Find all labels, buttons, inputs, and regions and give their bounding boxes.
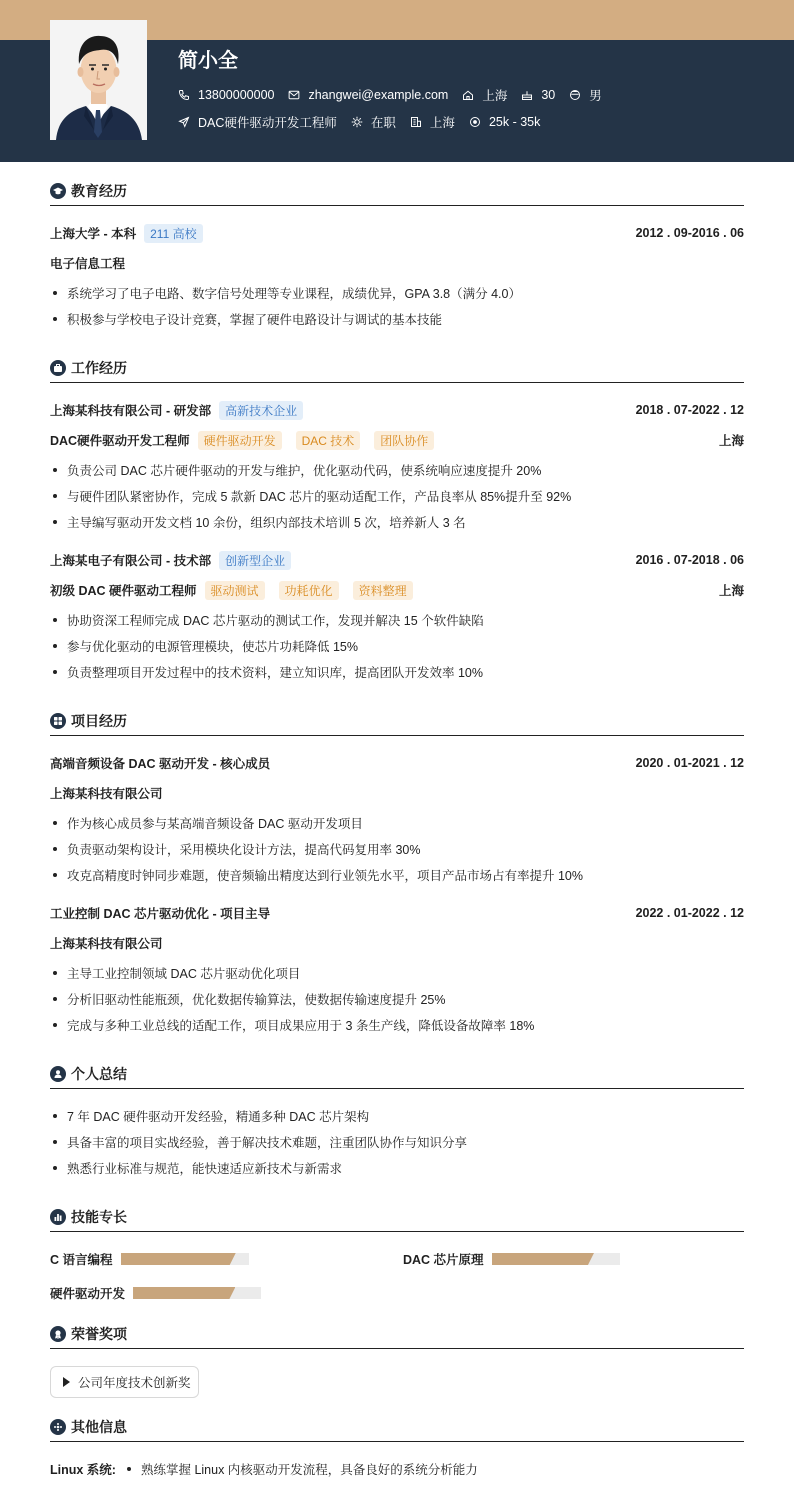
project-company-row xyxy=(50,784,744,802)
coin-icon xyxy=(469,116,481,128)
project-bullet: 分析旧驱动性能瓶颈，优化数据传输算法，使数据传输速度提升 25% xyxy=(50,990,446,1008)
work-header-row xyxy=(50,401,744,419)
education-bullet: 系统学习了电子电路、数字信号处理等专业课程，成绩优异，GPA 3.8（满分 4.0） xyxy=(50,284,521,302)
work-header-row xyxy=(50,551,744,569)
other-section xyxy=(50,1416,744,1477)
company-name: 上海某电子有限公司 - 技术部 xyxy=(50,554,212,568)
job-title: DAC硬件驱动开发工程师 xyxy=(50,434,190,448)
skill-level-fill xyxy=(492,1253,594,1265)
job-intent-row xyxy=(178,113,554,131)
education-date: 2012 . 09-2016 . 06 xyxy=(635,226,744,240)
phone-text: 13800000000 xyxy=(198,88,275,102)
work-bullet: 负责公司 DAC 芯片硬件驱动的开发与维护，优化驱动代码，使系统响应速度提升 20% xyxy=(50,461,541,479)
summary-heading xyxy=(50,1063,744,1085)
email-text: zhangwei@example.com xyxy=(308,88,449,102)
project-bullet: 负责驱动架构设计，采用模块化设计方法，提高代码复用率 30% xyxy=(50,840,421,858)
other-info-row xyxy=(50,1460,744,1478)
status-text: 在职 xyxy=(370,116,396,130)
expand-triangle-icon xyxy=(63,1377,70,1387)
other-title: 其他信息 xyxy=(71,1419,127,1435)
work-title: 工作经历 xyxy=(71,360,127,376)
hometown-item xyxy=(462,86,507,104)
skill-tag: 资料整理 xyxy=(353,581,413,600)
work-bullet: 协助资深工程师完成 DAC 芯片驱动的测试工作，发现并解决 15 个软件缺陷 xyxy=(50,611,484,629)
summary-bullet: 7 年 DAC 硬件驱动开发经验，精通多种 DAC 芯片架构 xyxy=(50,1107,369,1125)
more-icon xyxy=(50,1419,66,1435)
hometown-text: 上海 xyxy=(482,89,508,103)
target-city-item xyxy=(410,113,455,131)
school-name: 上海大学 - 本科 xyxy=(50,227,137,241)
projects-heading xyxy=(50,710,744,732)
work-section xyxy=(50,357,744,680)
award-name: 公司年度技术创新奖 xyxy=(78,1376,191,1390)
other-divider xyxy=(50,1441,744,1442)
projects-section xyxy=(50,710,744,1033)
project-title: 高端音频设备 DAC 驱动开发 - 核心成员 xyxy=(50,757,271,771)
work-city: 上海 xyxy=(718,434,744,448)
status-item xyxy=(351,113,396,131)
project-bullet: 完成与多种工业总线的适配工作，项目成果应用于 3 条生产线，降低设备故障率 18% xyxy=(50,1016,534,1034)
work-role-row xyxy=(50,581,744,599)
company-tag: 创新型企业 xyxy=(219,551,291,570)
education-heading xyxy=(50,180,744,202)
age-text: 30 xyxy=(541,88,556,102)
company-name: 上海某科技有限公司 - 研发部 xyxy=(50,404,212,418)
age-item xyxy=(521,88,555,102)
grid-icon xyxy=(50,713,66,729)
gender-text: 男 xyxy=(589,89,602,103)
summary-bullet: 具备丰富的项目实战经验，善于解决技术难题，注重团队协作与知识分享 xyxy=(50,1133,467,1151)
summary-bullet: 熟悉行业标准与规范，能快速适应新技术与新需求 xyxy=(50,1159,342,1177)
building-icon xyxy=(410,116,422,128)
major-row xyxy=(50,254,744,272)
send-icon xyxy=(178,116,190,128)
education-section xyxy=(50,180,744,327)
graduation-cap-icon xyxy=(50,183,66,199)
work-heading xyxy=(50,357,744,379)
other-info-value: 熟练掌握 Linux 内核驱动开发流程，具备良好的系统分析能力 xyxy=(124,1460,478,1478)
work-bullet: 主导编写驱动开发文档 10 余份，组织内部技术培训 5 次，培养新人 3 名 xyxy=(50,513,466,531)
contact-row xyxy=(178,86,616,104)
project-bullet: 作为核心成员参与某高端音频设备 DAC 驱动开发项目 xyxy=(50,814,363,832)
project-bullet: 主导工业控制领域 DAC 芯片驱动优化项目 xyxy=(50,964,300,982)
awards-heading xyxy=(50,1323,744,1345)
project-header-row xyxy=(50,754,744,772)
profile-photo xyxy=(50,20,147,140)
skill-tag: 功耗优化 xyxy=(279,581,339,600)
education-header-row xyxy=(50,224,744,242)
project-title: 工业控制 DAC 芯片驱动优化 - 项目主导 xyxy=(50,907,271,921)
skill-name: C 语言编程 xyxy=(50,1253,113,1267)
cake-icon xyxy=(521,89,533,101)
job-title: 初级 DAC 硬件驱动工程师 xyxy=(50,584,197,598)
award-icon xyxy=(50,1326,66,1342)
salary-text: 25k - 35k xyxy=(488,115,541,129)
user-icon xyxy=(50,1066,66,1082)
home-icon xyxy=(462,89,474,101)
candidate-name: 简小全 xyxy=(178,50,238,72)
skills-heading xyxy=(50,1206,744,1228)
education-divider xyxy=(50,205,744,206)
education-title: 教育经历 xyxy=(71,183,127,199)
education-bullet: 积极参与学校电子设计竞赛，掌握了硬件电路设计与调试的基本技能 xyxy=(50,310,442,328)
phone-icon xyxy=(178,89,190,101)
skill-level-fill xyxy=(133,1287,235,1299)
gender-icon xyxy=(569,89,581,101)
award-item[interactable] xyxy=(50,1366,199,1398)
skill-tag: 硬件驱动开发 xyxy=(198,431,282,450)
projects-title: 项目经历 xyxy=(71,713,127,729)
email-item xyxy=(288,88,448,102)
avatar-portrait xyxy=(50,20,147,140)
bar-chart-icon xyxy=(50,1209,66,1225)
project-company: 上海某科技有限公司 xyxy=(50,787,163,801)
work-bullet: 与硬件团队紧密协作，完成 5 款新 DAC 芯片的驱动适配工作，产品良率从 85%提升至 92% xyxy=(50,487,571,505)
project-date: 2020 . 01-2021 . 12 xyxy=(635,756,744,770)
company-tag: 高新技术企业 xyxy=(219,401,303,420)
skill-level-fill xyxy=(121,1253,236,1265)
work-date: 2016 . 07-2018 . 06 xyxy=(635,553,744,567)
skills-section xyxy=(50,1206,744,1301)
skills-title: 技能专长 xyxy=(71,1209,127,1225)
skill-tag: 团队协作 xyxy=(374,431,434,450)
work-bullet: 参与优化驱动的电源管理模块，使芯片功耗降低 15% xyxy=(50,637,358,655)
summary-title: 个人总结 xyxy=(71,1066,127,1082)
project-header-row xyxy=(50,904,744,922)
skill-tag: DAC 技术 xyxy=(296,431,361,450)
other-info-label: Linux 系统: xyxy=(50,1463,116,1477)
skill-tag: 驱动测试 xyxy=(205,581,265,600)
work-bullet: 负责整理项目开发过程中的技术资料，建立知识库，提高团队开发效率 10% xyxy=(50,663,483,681)
skill-level-bar xyxy=(492,1253,620,1265)
project-date: 2022 . 01-2022 . 12 xyxy=(635,906,744,920)
skills-divider xyxy=(50,1231,744,1232)
summary-section xyxy=(50,1063,744,1176)
awards-title: 荣誉奖项 xyxy=(71,1326,127,1342)
summary-divider xyxy=(50,1088,744,1089)
work-role-row xyxy=(50,431,744,449)
target-role-text: DAC硬件驱动开发工程师 xyxy=(198,116,337,130)
projects-divider xyxy=(50,735,744,736)
other-heading xyxy=(50,1416,744,1438)
skill-item xyxy=(50,1250,249,1268)
awards-divider xyxy=(50,1348,744,1349)
target-city-text: 上海 xyxy=(429,116,455,130)
project-bullet: 攻克高精度时钟同步难题，使音频输出精度达到行业领先水平，项目产品市场占有率提升 10% xyxy=(50,866,583,884)
phone-item xyxy=(178,88,274,102)
briefcase-icon xyxy=(50,360,66,376)
skill-item xyxy=(50,1284,261,1302)
gender-item xyxy=(569,86,602,104)
school-tag: 211 高校 xyxy=(144,224,202,243)
major-name: 电子信息工程 xyxy=(50,257,126,271)
skill-item xyxy=(403,1250,620,1268)
target-role-item xyxy=(178,113,337,131)
skill-name: 硬件驱动开发 xyxy=(50,1287,126,1301)
work-date: 2018 . 07-2022 . 12 xyxy=(635,403,744,417)
gear-icon xyxy=(351,116,363,128)
skill-level-bar xyxy=(133,1287,261,1299)
work-divider xyxy=(50,382,744,383)
skill-name: DAC 芯片原理 xyxy=(403,1253,484,1267)
awards-section xyxy=(50,1323,744,1390)
project-company-row xyxy=(50,934,744,952)
work-city: 上海 xyxy=(718,584,744,598)
salary-item xyxy=(469,115,540,129)
skill-level-bar xyxy=(121,1253,249,1265)
project-company: 上海某科技有限公司 xyxy=(50,937,163,951)
mail-icon xyxy=(288,89,300,101)
